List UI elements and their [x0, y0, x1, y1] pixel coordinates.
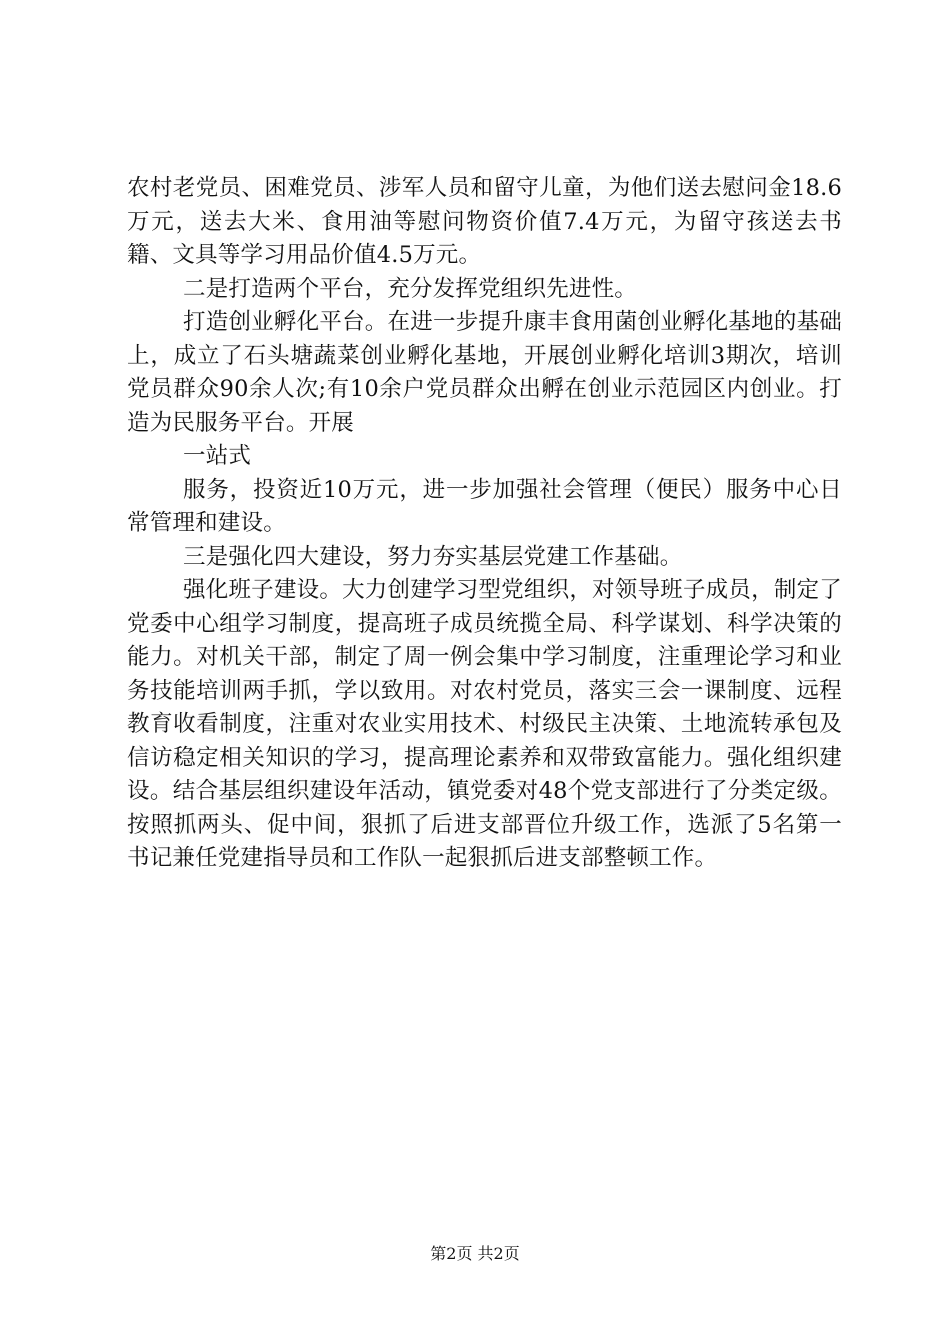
- document-body: [127, 172, 842, 876]
- paragraph-3: 打造创业孵化平台。在进一步提升康丰食用菌创业孵化基地的基础上，成立了石头塘蔬菜创业孵化基地，开展创业孵化培训3期次，培训党员群众90余人次;有10余户党员群众出孵在创业示范园区内创业。打造为民服务平台。开展: [127, 309, 842, 436]
- page-number: 第2页 共2页: [430, 1244, 520, 1263]
- page-footer: [0, 1244, 950, 1264]
- paragraph-7: 强化班子建设。大力创建学习型党组织，对领导班子成员，制定了党委中心组学习制度，提高班子成员统揽全局、科学谋划、科学决策的能力。对机关干部，制定了周一例会集中学习制度，注重理论学习和业务技能培训两手抓，学以致用。对农村党员，落实三会一课制度、远程教育收看制度，注重对农业实用技术、村级民主决策、土地流转承包及信访稳定相关知识的学习，提高理论素养和双带致富能力。强化组织建设。结合基层组织建设年活动，镇党委对48个党支部进行了分类定级。按照抓两头、促中间，狠抓了后进支部晋位升级工作，选派了5名第一书记兼任党建指导员和工作队一起狠抓后进支部整顿工作。: [127, 577, 842, 871]
- paragraph-5: 服务，投资近10万元，进一步加强社会管理（便民）服务中心日常管理和建设。: [127, 476, 842, 536]
- paragraph-4: 一站式: [183, 443, 252, 469]
- paragraph-2: 二是打造两个平台，充分发挥党组织先进性。: [183, 275, 638, 302]
- paragraph-1: 农村老党员、困难党员、涉军人员和留守儿童，为他们送去慰问金18.6万元，送去大米、食用油等慰问物资价值7.4万元，为留守孩送去书籍、文具等学习用品价值4.5万元。: [127, 175, 842, 268]
- paragraph-6: 三是强化四大建设，努力夯实基层党建工作基础。: [183, 543, 683, 570]
